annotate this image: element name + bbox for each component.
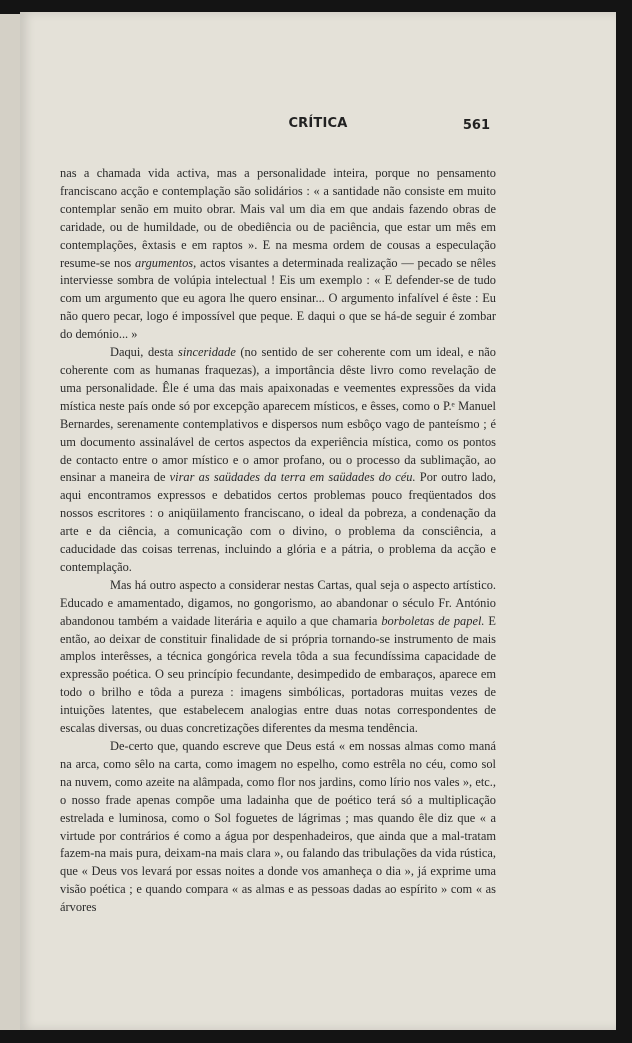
text-run: Daqui, desta xyxy=(110,345,179,360)
text-run: De-certo que, quando escreve que Deus está « em nossas almas como maná na arca, como sêlo na carta, como imagem no espelho, como estrêla no céu, como sol na nuvem, como azeite na alâmpada, como flor nos jardins, como lírio nos vales », etc., o nosso frade apenas compõe uma ladainha que de poético terá só a multiplicação estrelada e luminosa, como o Sol foguetes de lágrimas ; mas quando êle diz que « a virtude por contrários é como a água por despenhadeiros, que ainda que a mal-tratam fazem-na mais pura, deixam-na mais clara », ou falando das tribulações da vida rústica, que « Deus vos levará por essas noites a donde vos amanheça o dia », já exprime uma visão poética ; e quando compara « as almas e as pessoas dadas ao espírito » com « as árvores xyxy=(60,739,496,915)
italic-text: argumentos, xyxy=(135,255,197,270)
text-run: Mas há outro aspecto a considerar nestas Cartas, qual seja o aspecto artístico. Educado e amamentado, digamos, no gongorismo, ao abandonar o século Fr. António abandonou também a vaidade literária e aquilo a que chamaria xyxy=(60,577,496,628)
paragraph-1 xyxy=(60,165,496,344)
text-run: nas a chamada vida activa, mas a personalidade inteira, porque no pensamento franciscano acção e contemplação são solidários : « a santidade não consiste em muito contemplar senão em muito obrar. Mais val um dia em que andais fazendo obras de caridade, ou de humildade, ou de obediência ou de paciência, que estar um mês em contemplações, êxtasis e em raptos ». E na mesma ordem de cousas a especulação resume-se nos xyxy=(60,166,496,270)
paragraph-3 xyxy=(60,577,496,738)
running-title: CRÍTICA xyxy=(288,116,348,131)
italic-text: virar as saüdades da terra em saüdades do céu. xyxy=(169,470,416,485)
paragraph-4 xyxy=(60,738,496,917)
page-header xyxy=(20,116,616,138)
left-page-edge xyxy=(0,14,21,1030)
italic-text: borboletas de papel. xyxy=(381,613,485,628)
text-run: actos visantes a determinada realização — pecado se nêles interviesse sombra de volúpia intelectual ! Eis um exemplo : « E defender-se de tudo com um argumento que eu agora lhe quero ensinar... O argumento infalível é êste : Eu não quero pecar, logo é impossível que peque. E daqui o que se há-de seguir é zombar do demónio... » xyxy=(60,255,496,342)
text-run: (no sentido de ser coherente com um ideal, e não coherente com as humanas fraquezas), a importância dêste livro como revelação de uma personalidade. Êle é uma das mais apaixonadas e veementes expressões da vida mística neste país onde só por excepção aparecem místicos, e êsses, como o P.ᵉ Manuel Bernardes, serenamente contemplativos e dispersos num esbôço vago de panteísmo ; é um documento assinalável de certos aspectos da experiência mística, como os pontos de contacto entre o amor místico e o amor profano, ou o processo da sublimação, ao ensinar a maneira de xyxy=(60,345,496,485)
italic-text: sinceridade xyxy=(178,345,236,360)
page-number: 561 xyxy=(462,118,490,133)
paragraph-2 xyxy=(60,344,496,577)
text-run: E então, ao deixar de constituir finalidade de si própria tornando-se instrumento de mais amplos interêsses, a técnica gongórica revela tôda a sua fecundíssima capacidade de expressão poética. O seu princípio fecundante, desimpedido de embaraços, aparece em todo o brilho e tôda a pureza : imagens simbólicas, portadoras muitas vezes de intuições latentes, que estabelecem analogias entre duas notas correspondentes de escalas diversas, ou duas concretizações diferentes da mesma tendência. xyxy=(60,613,496,736)
book-page xyxy=(20,12,616,1030)
body-text xyxy=(60,165,496,917)
text-run: Por outro lado, aqui encontramos expressos e debatidos certos problemas pouco freqüentados dos nossos escritores : o aniqüilamento franciscano, o ideal da pobreza, a condenação da arte e da ciência, a comunicação com o divino, o problema da consciência, a caducidade das coisas terrenas, incluindo a glória e a pátria, o problema da acção e contemplação. xyxy=(60,470,497,574)
